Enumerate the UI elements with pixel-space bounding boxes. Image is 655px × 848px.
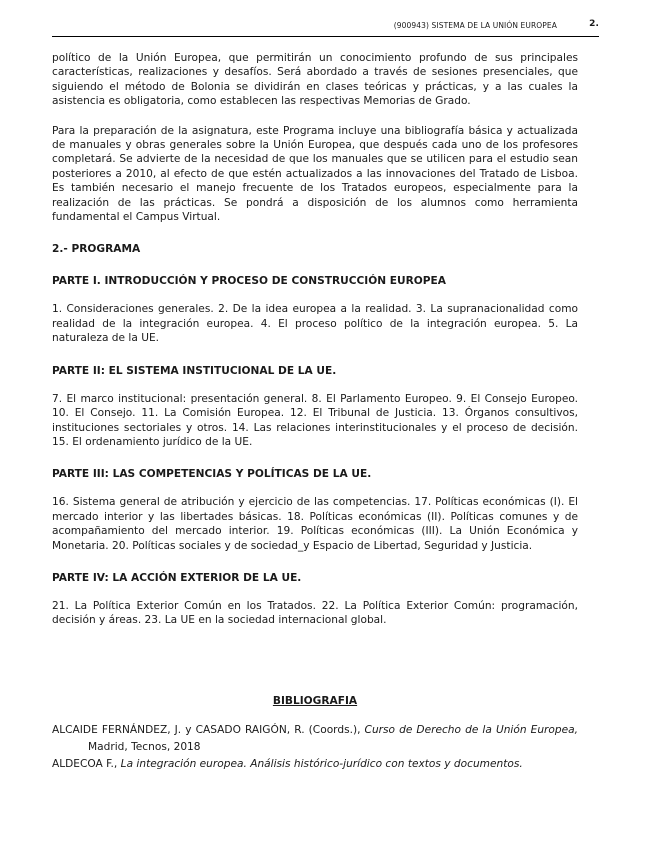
part-2-title: PARTE II: EL SISTEMA INSTITUCIONAL DE LA UE. [52,364,337,377]
part-3-title: PARTE III: LAS COMPETENCIAS Y POLÍTICAS DE LA UE. [52,468,372,481]
intro-paragraph-1: político de la Unión Europea, que permitirán un conocimiento profundo de sus principales características, realizaciones y desafíos. Será abordado a través de sesiones presenciales, que siguiendo el método de Bolonia se dividirán en clases teóricas y prácticas, y a las cuales la asistencia es obligatoria, como establecen las respectivas Memorias de Grado. [52,52,578,108]
part-4-body: 21. La Política Exterior Común en los Tratados. 22. La Política Exterior Común: programación, decisión y áreas. 23. La UE en la sociedad internacional global. [52,599,578,627]
intro-paragraph-2: Para la preparación de la asignatura, este Programa incluye una bibliografía básica y actualizada de manuales y obras generales sobre la Unión Europea, que después cada uno de los profesores completará. Se advierte de la necesidad de que los manuales que se utilicen para el estudio sean posteriores a 2010, al efecto de que estén actualizados a las innovaciones del Tratado de Lisboa. Es también necesario el manejo frecuente de los Tratados europeos, especialmente para la realización de las prácticas. Se pondrá a disposición de los alumnos como herramienta fundamental el Campus Virtual. [52,124,578,224]
part-1-body: 1. Consideraciones generales. 2. De la idea europea a la realidad. 3. La supranacionalidad como realidad de la integración europea. 4. El proceso político de la integración europea. 5. La naturaleza de la UE. [52,303,578,345]
biblio-entry [52,722,578,756]
header-title: (900943) SISTEMA DE LA UNIÓN EUROPEA [393,21,557,30]
programa-heading: 2.- PROGRAMA [52,243,141,256]
biblio-authors: ALDECOA F., [52,757,121,770]
biblio-title: Curso de Derecho de la Unión Europea, [364,723,578,736]
part-2-body: 7. El marco institucional: presentación general. 8. El Parlamento Europeo. 9. El Consejo Europeo. 10. El Consejo. 11. La Comisión Europea. 12. El Tribunal de Justicia. 13. Órganos consultivos, instituciones sectoriales y otros. 14. Las relaciones interinstitucionales y el proceso de decisión. 15. El ordenamiento jurídico de la UE. [52,392,578,448]
biblio-title: La integración europea. Análisis histórico-jurídico con textos y documentos. [120,757,523,770]
part-4-title: PARTE IV: LA ACCIÓN EXTERIOR DE LA UE. [52,571,302,584]
bibliografia-list [52,722,578,773]
part-1-title: PARTE I. INTRODUCCIÓN Y PROCESO DE CONSTRUCCIÓN EUROPEA [52,275,446,288]
bibliografia-heading: BIBLIOGRAFIA [272,694,358,707]
part-3-body: 16. Sistema general de atribución y ejercicio de las competencias. 17. Políticas económicas (I). El mercado interior y las libertades básicas. 18. Políticas económicas (II). Políticas comunes y de acompañamiento del mercado interior. 19. Políticas económicas (III). La Unión Económica y Monetaria. 20. Políticas sociales y de sociedad_y Espacio de Libertad, Seguridad y Justicia. [52,496,578,552]
biblio-publication: Madrid, Tecnos, 2018 [88,740,201,753]
page-number: 2. [589,19,599,29]
page-header [52,14,599,37]
biblio-authors: ALCAIDE FERNÁNDEZ, J. y CASADO RAIGÓN, R. (Coords.), [52,723,365,736]
document-body [52,51,578,773]
biblio-entry [52,756,578,773]
